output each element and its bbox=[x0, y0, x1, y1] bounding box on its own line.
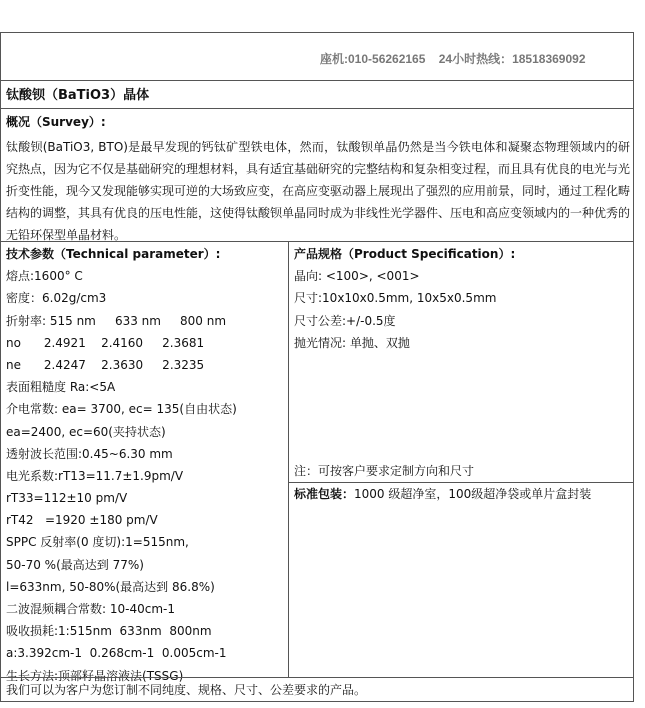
spec-row: 熔点:1600° C bbox=[6, 269, 83, 284]
spec-row: l=633nm, 50-80%(最高达到 86.8%) bbox=[6, 579, 215, 594]
divider bbox=[0, 108, 634, 109]
spec-row: 二波混频耦合常数: 10-40cm-1 bbox=[6, 602, 175, 616]
contact-info: 座机:010-56262165 24小时热线：18518369092 bbox=[320, 52, 586, 66]
spec-row: rT33=112±10 pm/V bbox=[6, 491, 128, 506]
divider bbox=[0, 241, 634, 242]
overview-heading: 概况（Survey）: bbox=[6, 115, 106, 129]
spec-row: 表面粗糙度 Ra:<5A bbox=[6, 380, 116, 395]
spec-row: ea=2400, ec=60(夹持状态) bbox=[6, 424, 166, 439]
spec-row: a:3.392cm-1 0.268cm-1 0.005cm-1 bbox=[6, 646, 227, 661]
divider bbox=[0, 80, 634, 81]
spec-row: 密度：6.02g/cm3 bbox=[6, 291, 107, 306]
spec-row: 抛光情况: 单抛、双抛 bbox=[294, 335, 410, 350]
spec-row: SPPC 反射率(0 度切):1=515nm, bbox=[6, 535, 189, 550]
spec-row: 50-70 %(最高达到 77%) bbox=[6, 557, 144, 572]
technical-parameters bbox=[6, 243, 237, 687]
spec-row: 尺寸公差:+/-0.5度 bbox=[294, 313, 396, 328]
packaging-label: 标准包装： bbox=[294, 487, 355, 501]
divider bbox=[288, 482, 634, 483]
spec-row: no 2.4921 2.4160 2.3681 bbox=[6, 335, 205, 350]
technical-heading: 技术参数（Technical parameter）: bbox=[6, 247, 221, 261]
product-specification bbox=[294, 243, 515, 354]
spec-row: rT42 =1920 ±180 pm/V bbox=[6, 513, 158, 528]
spec-row: 吸收损耗:1:515nm 633nm 800nm bbox=[6, 624, 212, 639]
spec-row: ne 2.4247 2.3630 2.3235 bbox=[6, 357, 205, 372]
footer-note: 我们可以为客户为您订制不同纯度、规格、尺寸、公差要求的产品。 bbox=[6, 683, 367, 697]
spec-row: 生长方法:顶部籽晶溶液法(TSSG) bbox=[6, 668, 184, 683]
column-divider bbox=[288, 241, 289, 677]
divider bbox=[0, 677, 634, 678]
spec-row: 晶向: <100>, <001> bbox=[294, 269, 420, 284]
page-title: 钛酸钡（BaTiO3）晶体 bbox=[6, 88, 150, 103]
customization-note: 注：可按客户要求定制方向和尺寸 bbox=[294, 464, 475, 478]
spec-row: 尺寸:10x10x0.5mm, 10x5x0.5mm bbox=[294, 291, 497, 306]
spec-row: 透射波长范围:0.45~6.30 mm bbox=[6, 446, 173, 461]
spec-row: 折射率: 515 nm 633 nm 800 nm bbox=[6, 313, 227, 328]
packaging-text: 1000 级超净室，100级超净袋或单片盒封装 bbox=[354, 487, 592, 501]
product-heading: 产品规格（Product Specification）: bbox=[294, 247, 516, 261]
spec-row: 电光系数:rT13=11.7±1.9pm/V bbox=[6, 468, 184, 483]
spec-row: 介电常数: ea= 3700, ec= 135(自由状态) bbox=[6, 402, 237, 417]
overview-text: 钛酸钡(BaTiO3, BTO)是最早发现的钙钛矿型铁电体，然而，钛酸钡单晶仍然是当今铁电体和凝聚态物理领域内的研究热点，因为它不仅是基础研究的理想材料，具有适宜基础研究的完整结构和复杂相变过程，而且具有优良的电光与光折变性能，现今又发现能够实现可逆的大场致应变，在高应变驱动器上展现出了强烈的应用前景，同时，通过工程化畴结构的调整，其具有优良的压电性能，这使得钛酸钡单晶同时成为非线性光学器件、压电和高应变领域内的一种优秀的无铅环保型单晶材料。 bbox=[6, 140, 631, 242]
packaging bbox=[294, 486, 591, 502]
